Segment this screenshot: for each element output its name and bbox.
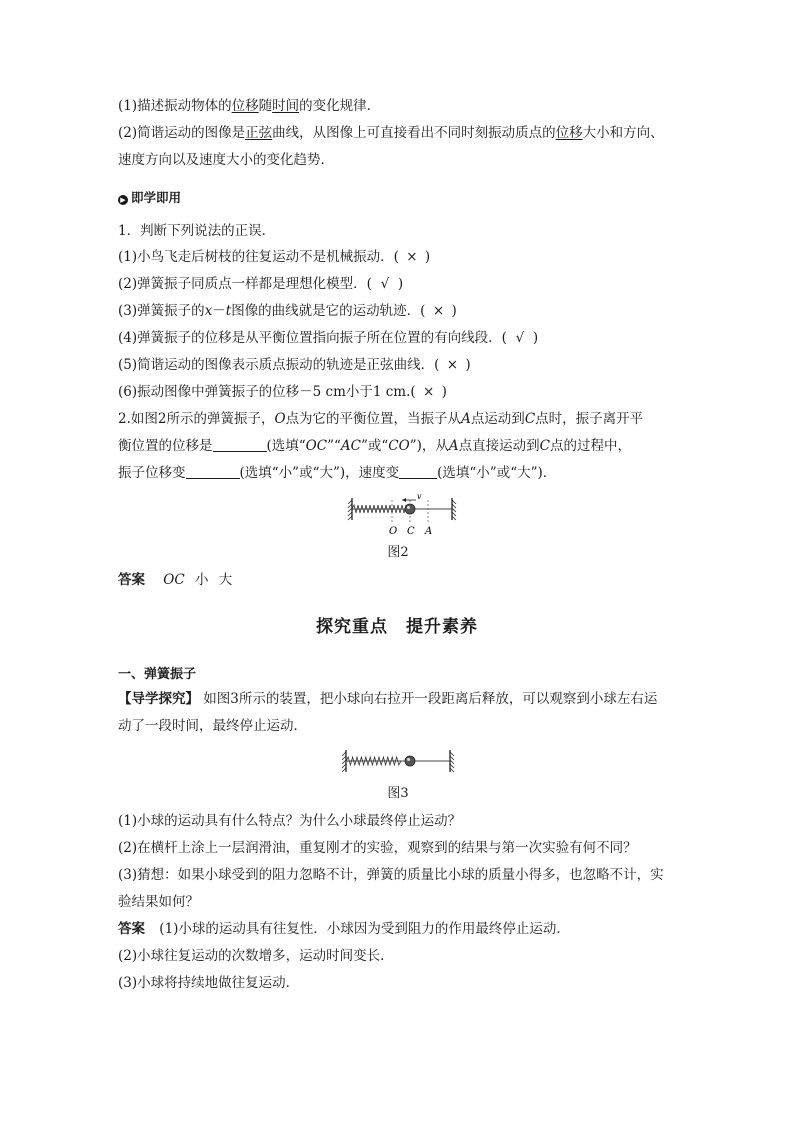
- text: 如图3所示的装置，把小球向右拉开一段距离后释放，可以观察到小球左右运: [203, 691, 658, 707]
- text: ): [441, 384, 447, 400]
- explore-question-3: (3)猜想：如果小球受到的阻力忽略不计，弹簧的质量比小球的质量小得多，也忽略不计，实: [118, 867, 664, 883]
- variable: C: [524, 411, 536, 427]
- answer-blank: [399, 464, 437, 479]
- explore-question-3-cont: 验结果如何？: [118, 894, 199, 910]
- text: (2)简谐运动的图像是: [118, 125, 246, 141]
- intro-line-2: [118, 123, 664, 143]
- q2-line-2: [118, 436, 631, 456]
- section-tag-label: 即学即用: [131, 190, 182, 205]
- lead-line-1: [118, 689, 657, 709]
- explore-answer-3: (3)小球将持续地做往复运动．: [118, 975, 300, 991]
- text: 随: [258, 98, 273, 114]
- answer-value: 小: [195, 572, 209, 588]
- answer-label: 答案: [118, 572, 145, 588]
- answer-label: 答案: [118, 921, 145, 937]
- variable: A: [448, 438, 459, 454]
- q2-answer: [118, 570, 232, 590]
- text: (选填“小”或“大”)，速度变: [239, 465, 400, 481]
- spring-ball-figure-3: [340, 746, 456, 776]
- text: 点的过程中，: [549, 438, 631, 454]
- ball-highlight: [407, 506, 410, 509]
- variable: t: [225, 303, 232, 319]
- answer-blank: [186, 464, 240, 479]
- q1-title: 1．判断下列说法的正误．: [118, 223, 276, 239]
- text: ): [532, 330, 539, 346]
- label-o: O: [389, 526, 398, 537]
- answer-value: OC: [163, 572, 185, 588]
- cross-mark: ×: [446, 357, 459, 373]
- text: ): [397, 276, 404, 292]
- text: 点时，振子离开平: [535, 411, 644, 427]
- variable: OC: [305, 438, 328, 454]
- check-mark: √: [515, 330, 525, 346]
- variable: x: [204, 303, 213, 319]
- answer-text: (1)小球的运动具有往复性．小球因为受到阻力的作用最终停止运动．: [159, 921, 570, 937]
- label-v: v: [417, 492, 422, 501]
- variable: O: [274, 411, 286, 427]
- text: (5)简谐运动的图像表示质点振动的轨迹是正弦曲线．(: [118, 357, 440, 373]
- text: 点直接运动到: [458, 438, 540, 454]
- lead-line-2: 动了一段时间，最终停止运动．: [118, 718, 307, 734]
- text: (2)弹簧振子同质点一样都是理想化模型．(: [118, 276, 372, 292]
- cross-mark: ×: [406, 249, 418, 265]
- spring-oscillator-figure-2: [344, 492, 460, 540]
- text: 的变化规律．: [299, 98, 381, 114]
- q1-item-3: [118, 301, 457, 321]
- variable: AC: [340, 438, 361, 454]
- lead-label: 【导学探究】: [118, 691, 199, 707]
- text: (6)振动图像中弹簧振子的位移－5 cm小于1 cm.(: [118, 384, 416, 400]
- underlined-term: 位移: [555, 125, 583, 141]
- label-c: C: [407, 526, 415, 537]
- text: 曲线，从图像上可直接看出不同时刻振动质点的: [272, 125, 556, 141]
- subsection-title: 一、弹簧振子: [118, 667, 197, 682]
- play-circle-icon: ▶: [118, 195, 128, 205]
- q1-item-5: [118, 355, 471, 375]
- variable: A: [461, 411, 471, 427]
- cross-mark: ×: [423, 384, 435, 400]
- intro-line-3: 速度方向以及速度大小的变化趋势．: [118, 152, 334, 168]
- text: (3)弹簧振子的: [118, 303, 205, 319]
- text: 2.如图2所示的弹簧振子，: [118, 411, 275, 427]
- text: (选填“: [266, 438, 306, 454]
- q1-item-6: [118, 382, 447, 402]
- text: ”或“: [360, 438, 389, 454]
- check-mark: √: [380, 276, 390, 292]
- velocity-arrow-head: [402, 498, 406, 502]
- q2-line-3: [118, 463, 556, 483]
- text: 图像的曲线就是它的运动轨迹．(: [231, 303, 426, 319]
- text: 振子位移变: [118, 465, 186, 481]
- underlined-term: 正弦: [245, 125, 273, 141]
- ball: [405, 504, 415, 514]
- q2-line-1: [118, 409, 643, 429]
- answer-value: 大: [218, 572, 233, 588]
- figure-2-caption: 图2: [387, 545, 409, 560]
- text: (选填“小”或“大”)．: [437, 465, 557, 481]
- text: ): [465, 357, 471, 373]
- label-a: A: [425, 526, 433, 537]
- text: 大小和方向、: [582, 125, 664, 141]
- section-heading: 探究重点 提升素养: [316, 617, 478, 637]
- text: 点运动到: [470, 411, 525, 427]
- variable: C: [539, 438, 550, 454]
- text: 衡位置的位移是: [118, 438, 213, 454]
- explore-answer-2: (2)小球往复运动的次数增多，运动时间变长．: [118, 948, 394, 964]
- text: (1)描述振动物体的: [118, 98, 232, 114]
- text: －: [212, 303, 226, 319]
- explore-answer-1: [118, 919, 570, 939]
- explore-question-1: (1)小球的运动具有什么特点？为什么小球最终停止运动？: [118, 813, 462, 829]
- text: (1)小鸟飞走后树枝的往复运动不是机械振动．(: [118, 249, 399, 265]
- q1-item-4: [118, 328, 538, 348]
- underlined-term: 时间: [272, 98, 300, 114]
- text: (4)弹簧振子的位移是从平衡位置指向振子所在位置的有向线段．(: [118, 330, 507, 346]
- text: ): [451, 303, 457, 319]
- cross-mark: ×: [432, 303, 445, 319]
- q1-item-2: [118, 274, 403, 294]
- q1-item-1: [118, 247, 430, 267]
- figure-3-caption: 图3: [387, 786, 409, 801]
- text: ”“: [327, 438, 341, 454]
- text: ”)，从: [409, 438, 449, 454]
- ball-highlight: [407, 758, 410, 761]
- answer-blank: [213, 437, 267, 452]
- variable: CO: [388, 438, 410, 454]
- intro-line-1: [118, 96, 380, 116]
- underlined-term: 位移: [231, 98, 259, 114]
- text: ): [424, 249, 431, 265]
- section-tag: [118, 188, 181, 206]
- ball: [405, 756, 415, 766]
- text: 点为它的平衡位置，当振子从: [285, 411, 462, 427]
- explore-question-2: (2)在横杆上涂上一层润滑油，重复刚才的实验，观察到的结果与第一次实验有何不同？: [118, 840, 637, 856]
